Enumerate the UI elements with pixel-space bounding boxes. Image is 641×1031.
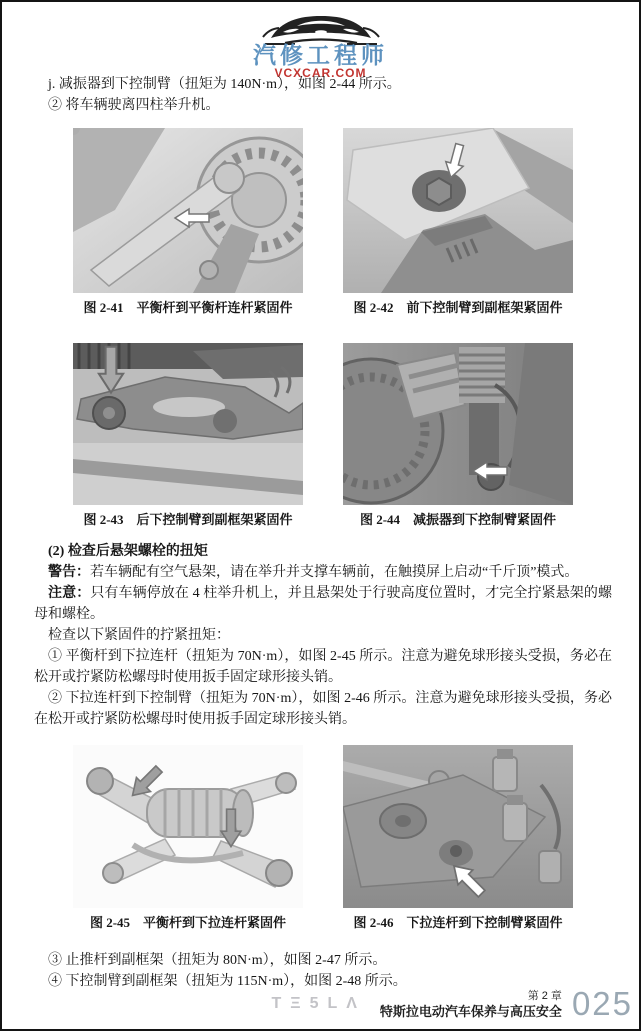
figure-2-42 (343, 128, 573, 316)
paragraph-drive-off-lift: ② 将车辆驶离四柱举升机。 (48, 98, 220, 113)
figure-2-46 (343, 745, 573, 931)
site-logo (2, 7, 639, 80)
notice-label: 注意： (48, 586, 91, 601)
torque-item-1: ① 平衡杆到下拉连杆（扭矩为 70N·m），如图 2-45 所示。注意为避免球形接头受损，务必在松开或拧紧防松螺母时使用扳手固定球形接头销。 (34, 649, 612, 685)
figure-2-45-image (73, 745, 303, 908)
figure-2-44-caption: 图 2-44 减振器到下控制臂紧固件 (359, 512, 557, 527)
check-intro: 检查以下紧固件的拧紧扭矩： (48, 628, 230, 643)
figure-row-1 (34, 128, 612, 316)
notice-paragraph (34, 583, 612, 625)
section-heading: (2) 检查后悬架螺栓的扭矩 (48, 544, 208, 559)
logo-subtitle: VCXCAR.COM (274, 66, 367, 80)
figure-2-44-image (343, 343, 573, 505)
figure-2-43-caption: 图 2-43 后下控制臂到副框架紧固件 (83, 512, 293, 527)
torque-item-2: ② 下拉连杆到下控制臂（扭矩为 70N·m），如图 2-46 所示。注意为避免球形接头受损，务必在松开或拧紧防松螺母时使用扳手固定球形接头销。 (34, 691, 612, 727)
figure-2-41-image (73, 128, 303, 293)
section-2 (34, 541, 612, 730)
torque-item-4: ④ 下控制臂到副框架（扭矩为 115N·m），如图 2-48 所示。 (48, 974, 407, 989)
warning-text: 若车辆配有空气悬架，请在举升并支撑车辆前，在触摸屏上启动“千斤顶”模式。 (90, 565, 579, 580)
figure-2-46-caption: 图 2-46 下拉连杆到下控制臂紧固件 (353, 915, 563, 930)
chapter-title: 特斯拉电动汽车保养与高压安全 (379, 1003, 562, 1019)
torque-item-3: ③ 止推杆到副框架（扭矩为 80N·m），如图 2-47 所示。 (48, 953, 387, 968)
logo-title: 汽修工程师 (253, 42, 388, 68)
notice-text: 只有车辆停放在 4 柱举升机上，并且悬架处于行驶高度位置时，才完全拧紧悬架的螺母和螺栓。 (34, 586, 613, 622)
figure-2-45-caption: 图 2-45 平衡杆到下拉连杆紧固件 (89, 915, 287, 930)
figure-row-3 (34, 745, 612, 931)
warning-label: 警告： (48, 565, 90, 580)
page-number: 025 (571, 985, 633, 1022)
tesla-wordmark: TΞ5LΛ (271, 994, 366, 1012)
figure-2-42-image (343, 128, 573, 293)
chapter-number: 第 2 章 (527, 989, 562, 1002)
figure-2-44 (343, 343, 573, 528)
figure-row-2 (34, 343, 612, 528)
page-footer (2, 987, 633, 1020)
figure-2-45 (73, 745, 303, 931)
warning-paragraph (34, 562, 612, 583)
figure-2-46-image (343, 745, 573, 908)
torque-items-3-4 (34, 950, 612, 992)
figure-2-43-image (73, 343, 303, 505)
figure-2-41 (73, 128, 303, 316)
page-content (34, 74, 612, 992)
figure-2-41-caption: 图 2-41 平衡杆到平衡杆连杆紧固件 (83, 300, 293, 315)
figure-2-43 (73, 343, 303, 528)
paragraph-shock-to-lca: j. 减振器到下控制臂（扭矩为 140N·m），如图 2-44 所示。 (48, 77, 401, 92)
car-logo-icon (261, 7, 381, 47)
chapter-block (380, 989, 562, 1019)
figure-2-42-caption: 图 2-42 前下控制臂到副框架紧固件 (353, 300, 563, 315)
